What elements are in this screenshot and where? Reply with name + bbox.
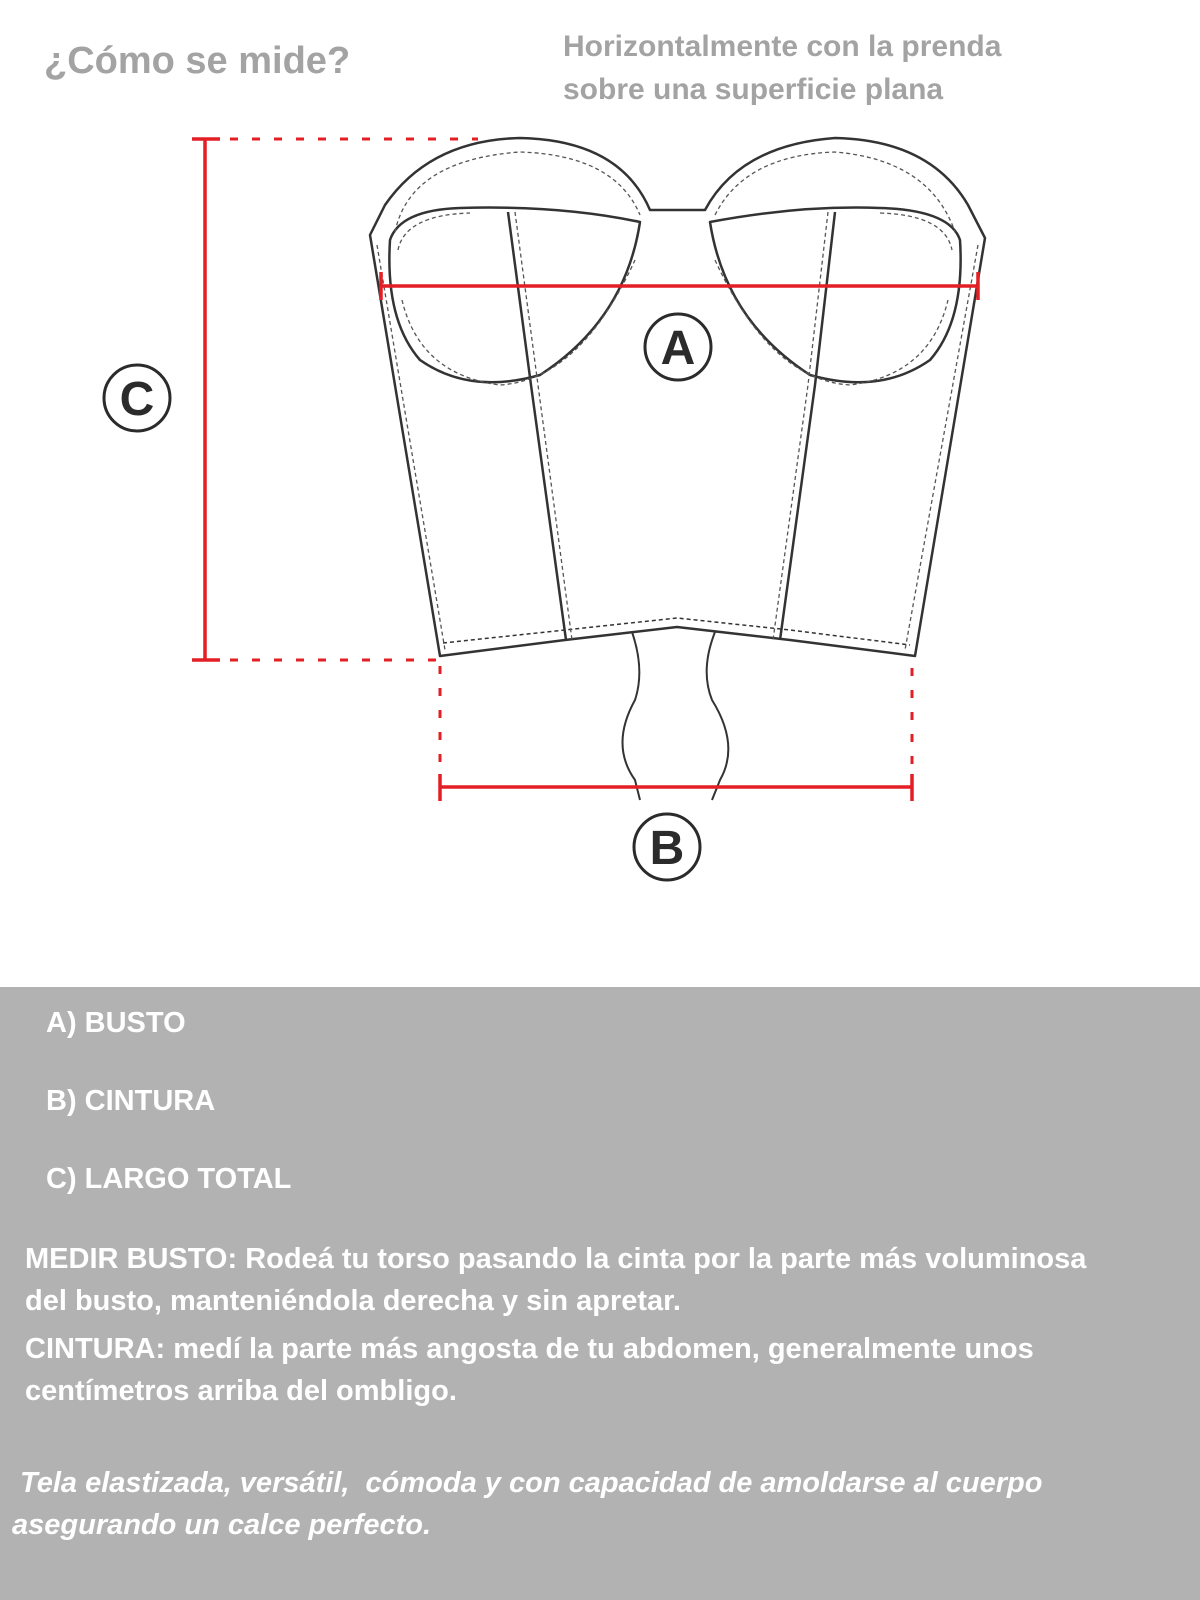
legend-item-busto: A) BUSTO [46,1007,186,1039]
label-a-text: A [660,322,696,375]
fabric-line-2: asegurando un calce perfecto. [12,1509,432,1541]
bust-measure-line [381,272,978,300]
hanger-hook [623,632,729,800]
legend-item-largo-total: C) LARGO TOTAL [46,1163,292,1195]
stitching [377,152,978,650]
subtitle-line-2: sobre una superficie plana [563,73,944,106]
waist-note-line-1: CINTURA: medí la parte más angosta de tu abdomen, generalmente unos [25,1333,1034,1365]
waist-note-line-2: centímetros arriba del ombligo. [25,1375,457,1407]
bust-note-line-1: MEDIR BUSTO: Rodeá tu torso pasando la cinta por la parte más voluminosa [25,1243,1087,1275]
page-title: ¿Cómo se mide? [44,40,351,82]
waist-note [25,1328,1185,1412]
waist-measure-line [440,666,912,801]
label-b [634,814,700,880]
legend-item-cintura: B) CINTURA [46,1085,216,1117]
bust-note [25,1238,1185,1322]
subtitle-line-1: Horizontalmente con la prenda [563,30,1002,63]
label-c [104,365,170,431]
fabric-line-1: Tela elastizada, versátil, cómoda y con capacidad de amoldarse al cuerpo [12,1467,1043,1499]
measure-instruction [563,25,1123,111]
corset-measurement-diagram [0,120,1200,900]
info-panel [0,987,1200,1600]
corset-outline [370,138,985,656]
label-b-text: B [649,822,685,875]
label-a [645,314,711,380]
bust-note-line-2: del busto, manteniéndola derecha y sin apretar. [25,1285,681,1317]
label-c-text: C [119,373,155,426]
fabric-description [12,1462,1182,1546]
